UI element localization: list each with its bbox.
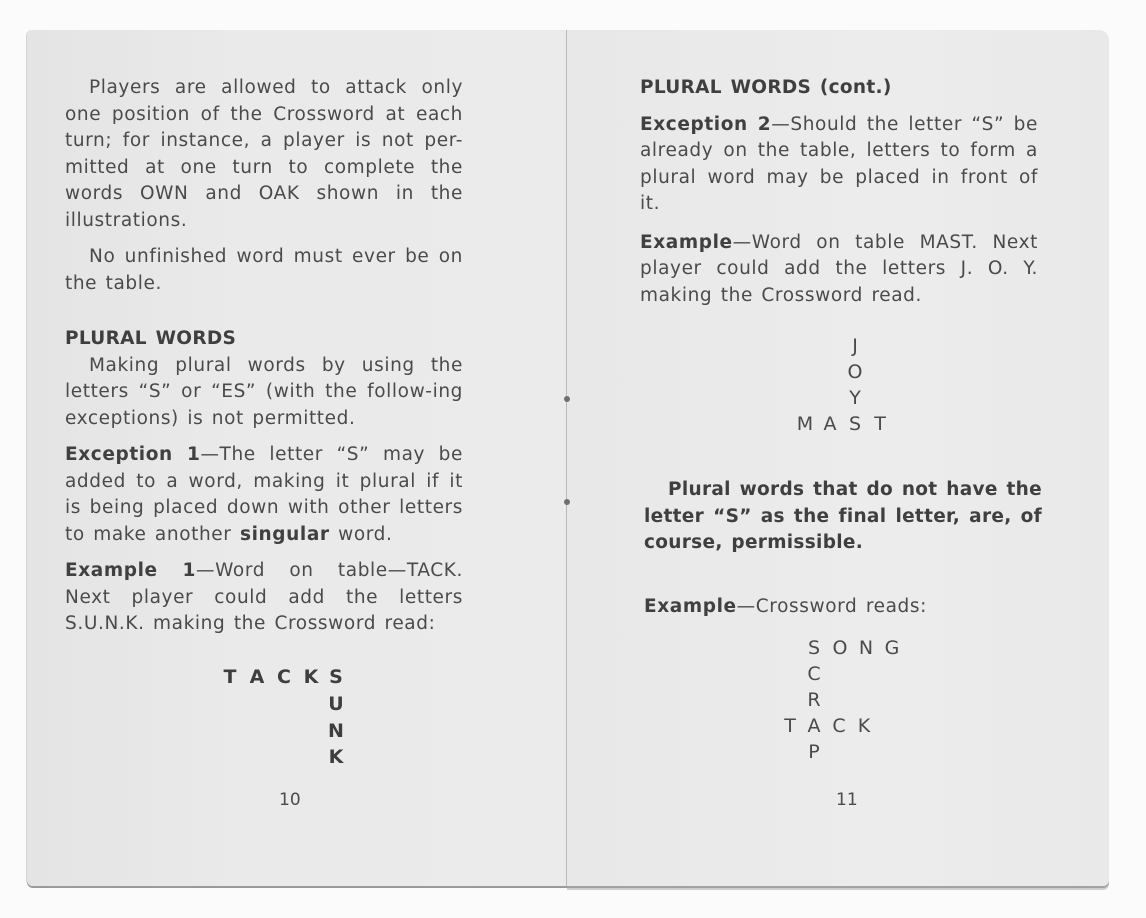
- crossword-letter: G: [884, 637, 900, 659]
- crossword-letter: K: [857, 715, 871, 737]
- example-3-text: —Crossword reads:: [736, 596, 927, 617]
- exception-2: [640, 112, 1038, 218]
- example-1-text: —Word on table—TACK. Next player could add the letters S.U.N.K. making the Crossword read:: [65, 560, 463, 634]
- crossword-letter: C: [277, 666, 291, 688]
- right-text-block-1: [640, 75, 1038, 309]
- right-text-block-2: [644, 477, 1042, 557]
- crossword-letter: O: [832, 637, 848, 659]
- left-text-block-2: [65, 326, 463, 638]
- crossword-letter: N: [858, 637, 874, 659]
- crossword-letter: K: [303, 666, 319, 688]
- crossword-letter: S: [329, 666, 343, 688]
- example-1: [65, 558, 463, 638]
- paragraph-unfinished-word: No unfinished word must ever be on the table.: [65, 246, 463, 294]
- example-2: [640, 230, 1038, 310]
- example-3: [644, 594, 1042, 621]
- exception-2-label: Exception 2: [640, 113, 772, 135]
- example-2-text: —Word on table MAST. Next player could add the letters J. O. Y. making the Crossword read.: [640, 231, 1038, 306]
- right-text-block-3: [644, 594, 1042, 621]
- left-text-block-1: [65, 75, 463, 297]
- crossword-letter: M: [796, 413, 814, 435]
- crossword-letter: T: [784, 715, 796, 737]
- paragraph-attack-rule: Players are allowed to attack only one position of the Crossword at each turn; for instance, a player is not per-mitted at one turn to complete the words OWN and OAK shown in the illustrations.: [65, 77, 463, 231]
- staple-icon: [564, 499, 570, 505]
- crossword-letter: C: [807, 663, 821, 685]
- crossword-letter: A: [249, 666, 265, 688]
- exception-2-text: —Should the letter “S” be already on the table, letters to form a plural word may be placed in front of it.: [640, 113, 1038, 214]
- crossword-letter: S: [848, 413, 862, 435]
- exception-1-label: Exception 1: [65, 444, 201, 465]
- exception-1-text-a: —The letter “S” may be added to a word, making it plural if it is being placed down with other letters to make another: [65, 444, 463, 545]
- example-2-label: Example: [640, 231, 733, 253]
- crossword-letter: C: [832, 715, 846, 737]
- crossword-letter: A: [823, 413, 837, 435]
- crossword-letter: U: [328, 693, 344, 715]
- exception-1-text-b: word.: [329, 523, 393, 545]
- crossword-letter: O: [847, 361, 863, 383]
- crossword-letter: P: [808, 741, 820, 763]
- staple-icon: [564, 396, 570, 402]
- crossword-letter: K: [328, 746, 344, 768]
- crossword-letter: N: [328, 720, 344, 742]
- crossword-letter: T: [874, 413, 886, 435]
- example-3-label: Example: [644, 596, 737, 617]
- exception-1-emphasis: singular: [239, 523, 330, 545]
- crossword-letter: Y: [849, 387, 861, 409]
- page-number-right: 11: [836, 790, 858, 810]
- crossword-letter: R: [807, 689, 821, 711]
- crossword-letter: S: [807, 637, 821, 659]
- spine-fold: [566, 30, 567, 886]
- crossword-letter: A: [807, 715, 821, 737]
- paragraph-plural-rule: Making plural words by using the letters “S” or “ES” (with the follow-ing exceptions) is not permitted.: [65, 354, 463, 429]
- exception-1: [65, 442, 463, 548]
- paragraph-permissible-plurals: Plural words that do not have the letter “S” as the final letter, are, of course, permissible.: [644, 479, 1042, 553]
- example-1-label: Example 1: [65, 560, 196, 581]
- section-heading-plural-words: PLURAL WORDS: [65, 328, 237, 349]
- crossword-letter: J: [852, 335, 858, 357]
- crossword-letter: T: [223, 666, 237, 688]
- page-number-left: 10: [279, 790, 301, 810]
- section-heading-plural-words-cont: PLURAL WORDS (cont.): [640, 77, 892, 98]
